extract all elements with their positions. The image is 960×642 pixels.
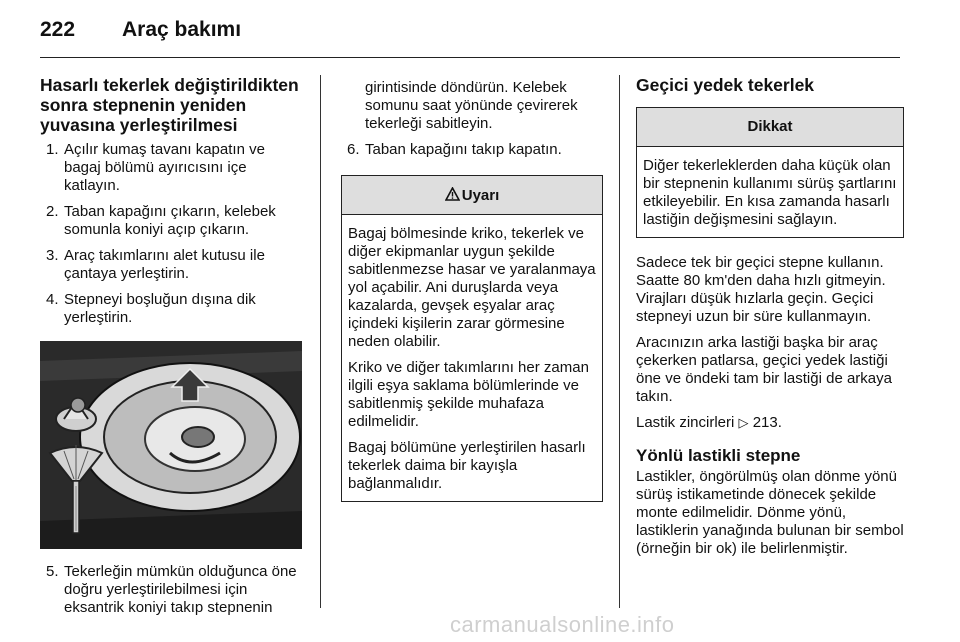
page-header [40,18,241,48]
column-divider-1 [320,75,321,608]
page-number: 222 [40,18,76,41]
warning-title: Uyarı [461,187,500,204]
chains-label: Lastik zincirleri [636,414,735,431]
warning-header [342,176,602,215]
step-list [40,141,302,327]
watermark: carmanualsonline.info [450,612,675,637]
step-item [40,247,302,283]
step-text: Tekerleğin mümkün olduğunca öne doğru yerleştirilebilmesi için eksantrik koniyi takıp stepnenin [64,563,297,616]
step-text: Stepneyi boşluğun dışına dik yerleştirin. [64,291,256,326]
column-2 [341,79,603,502]
warning-paragraph: Kriko ve diğer takımlarını her zaman ilgili eşya saklama bölümlerinde ve sabitlenmiş şekilde muhafaza edilmelidir. [348,359,589,430]
step-5-continued: girintisinde döndürün. Kelebek somunu saat yönünde çevirerek tekerleği sabitleyin. [365,79,578,132]
warning-paragraph: Bagaj bölmesinde kriko, tekerlek ve diğer ekipmanlar uygun şekilde sabitlenmezse hasar ve yaralanmaya yol açabilir. Ani duruşlarda veya kazalarda, gevşek eşyalar araç içindeki kişilerin zarar görmesine neden olabilir. [348,225,596,350]
step-number: 4. [46,291,59,308]
section-title-spare-refit: Hasarlı tekerlek değiştirildikten sonra stepnenin yeniden yuvasına yerleştirilmesi [40,75,299,135]
section-title-temporary-spare: Geçici yedek tekerlek [636,75,815,95]
caution-header: Dikkat [637,108,903,147]
warning-body [342,215,602,501]
warning-box [341,175,603,502]
chapter-title: Araç bakımı [122,18,242,41]
step-text: Araç takımlarını alet kutusu ile çantaya yerleştirin. [64,247,265,282]
column-divider-2 [619,75,620,608]
column-1 [40,75,302,625]
step-item [40,141,302,195]
chains-reference [636,414,904,432]
subsection-title: Yönlü lastikli stepne [636,446,801,465]
subsection-text: Lastikler, öngörülmüş olan dönme yönü sürüş istikametinde dönecek şekilde monte edilmelidir. Dönme yönü, lastiklerin yanağında bulunan bir sembol (örneğin bir ok) ile belirlenmiştir. [636,468,904,557]
body-paragraph: Sadece tek bir geçici stepne kullanın. Saatte 80 km'den daha hızlı gitmeyin. Virajları düşük hızlarla geçin. Geçici stepneyi uzun bir süre kullanmayın. [636,254,886,325]
caution-text: Diğer tekerleklerden daha küçük olan bir stepnenin kullanımı sürüş şartlarını etkileyebilir. En kısa zamanda hasarlı lastiğin değişmesini sağlayın. [643,157,897,228]
step-item [40,291,302,327]
step-text: Açılır kumaş tavanı kapatın ve bagaj bölümü ayırıcısını içe katlayın. [64,141,265,194]
page-reference-arrow-icon: ▷ [738,415,749,430]
spare-wheel-drawing [40,341,302,549]
column-3 [636,75,904,566]
step-number: 5. [46,563,59,580]
warning-paragraph: Bagaj bölümüne yerleştirilen hasarlı tekerlek daima bir kayışla bağlanmalıdır. [348,439,586,492]
spare-wheel-illustration [40,341,302,549]
step-list-continued [40,563,302,617]
step-item [40,203,302,239]
caution-body [637,147,903,237]
body-paragraph: Aracınızın arka lastiği başka bir araç çekerken patlarsa, geçici yedek lastiği öne ve öndeki tam bir lastiği de arkaya takın. [636,334,892,405]
caution-box [636,107,904,238]
step-number: 1. [46,141,59,158]
step-text: Taban kapağını takıp kapatın. [365,141,562,158]
step-text: Taban kapağını çıkarın, kelebek somunla koniyi açıp çıkarın. [64,203,276,238]
step-number: 6. [347,141,360,158]
warning-triangle-icon [445,176,460,214]
header-divider [40,57,900,58]
step-number: 2. [46,203,59,220]
step-item [40,563,302,617]
step-number: 3. [46,247,59,264]
chains-page: 213. [752,414,782,431]
step-item [341,141,603,159]
